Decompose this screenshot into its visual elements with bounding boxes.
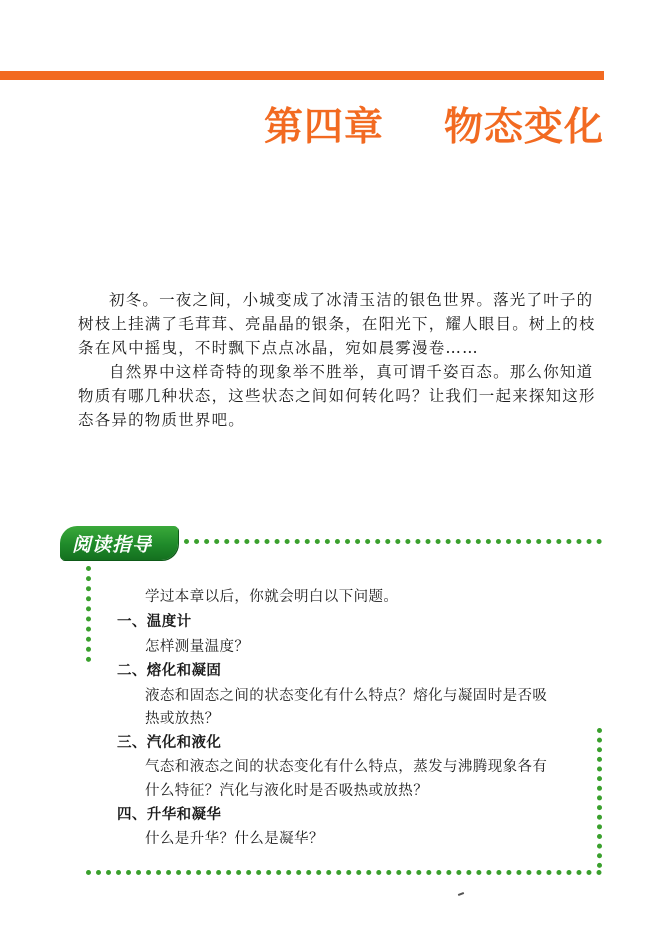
top-orange-bar [0,71,604,80]
chapter-title [264,96,604,152]
dotted-border-left [86,566,91,662]
guide-line-3-1: 气态和液态之间的状态变化有什么特点，蒸发与沸腾现象各有 [145,759,548,775]
chapter-number: 第四章 [263,105,384,150]
intro-text [78,288,598,432]
guide-heading-3: 三、汽化和液化 [117,735,222,751]
guide-heading-4: 四、升华和凝华 [117,807,222,823]
guide-line-3-2: 什么特征？汽化与液化时是否吸热或放热？ [145,783,429,799]
intro-paragraph-2: 自然界中这样奇特的现象举不胜举，真可谓千姿百态。那么你知道物质有哪几种状态，这些状态之间如何转化吗？让我们一起来探知这形态各异的物质世界吧。 [78,363,596,429]
guide-heading-1: 一、温度计 [117,614,192,630]
stray-mark [458,892,464,896]
guide-line-2-1: 液态和固态之间的状态变化有什么特点？熔化与凝固时是否吸 [145,688,548,704]
dotted-border-right [597,728,602,868]
guide-line-4-1: 什么是升华？什么是凝华？ [145,831,324,847]
guide-heading-2: 二、熔化和凝固 [117,663,222,679]
guide-line-2-2: 热或放热？ [145,711,220,727]
guide-lead: 学过本章以后，你就会明白以下问题。 [145,589,399,605]
guide-line-1-1: 怎样测量温度？ [145,639,250,655]
reading-guide-label: 阅读指导 [72,534,153,556]
chapter-name: 物态变化 [443,105,604,150]
intro-paragraph-1: 初冬。一夜之间，小城变成了冰清玉洁的银色世界。落光了叶子的树枝上挂满了毛茸茸、亮晶晶的银条，在阳光下，耀人眼目。树上的枝条在风中摇曳，不时飘下点点冰晶，宛如晨雾漫卷…… [78,291,596,357]
dotted-border-bottom [86,870,602,875]
reading-guide-badge [60,526,178,560]
dotted-border-top [184,539,602,544]
